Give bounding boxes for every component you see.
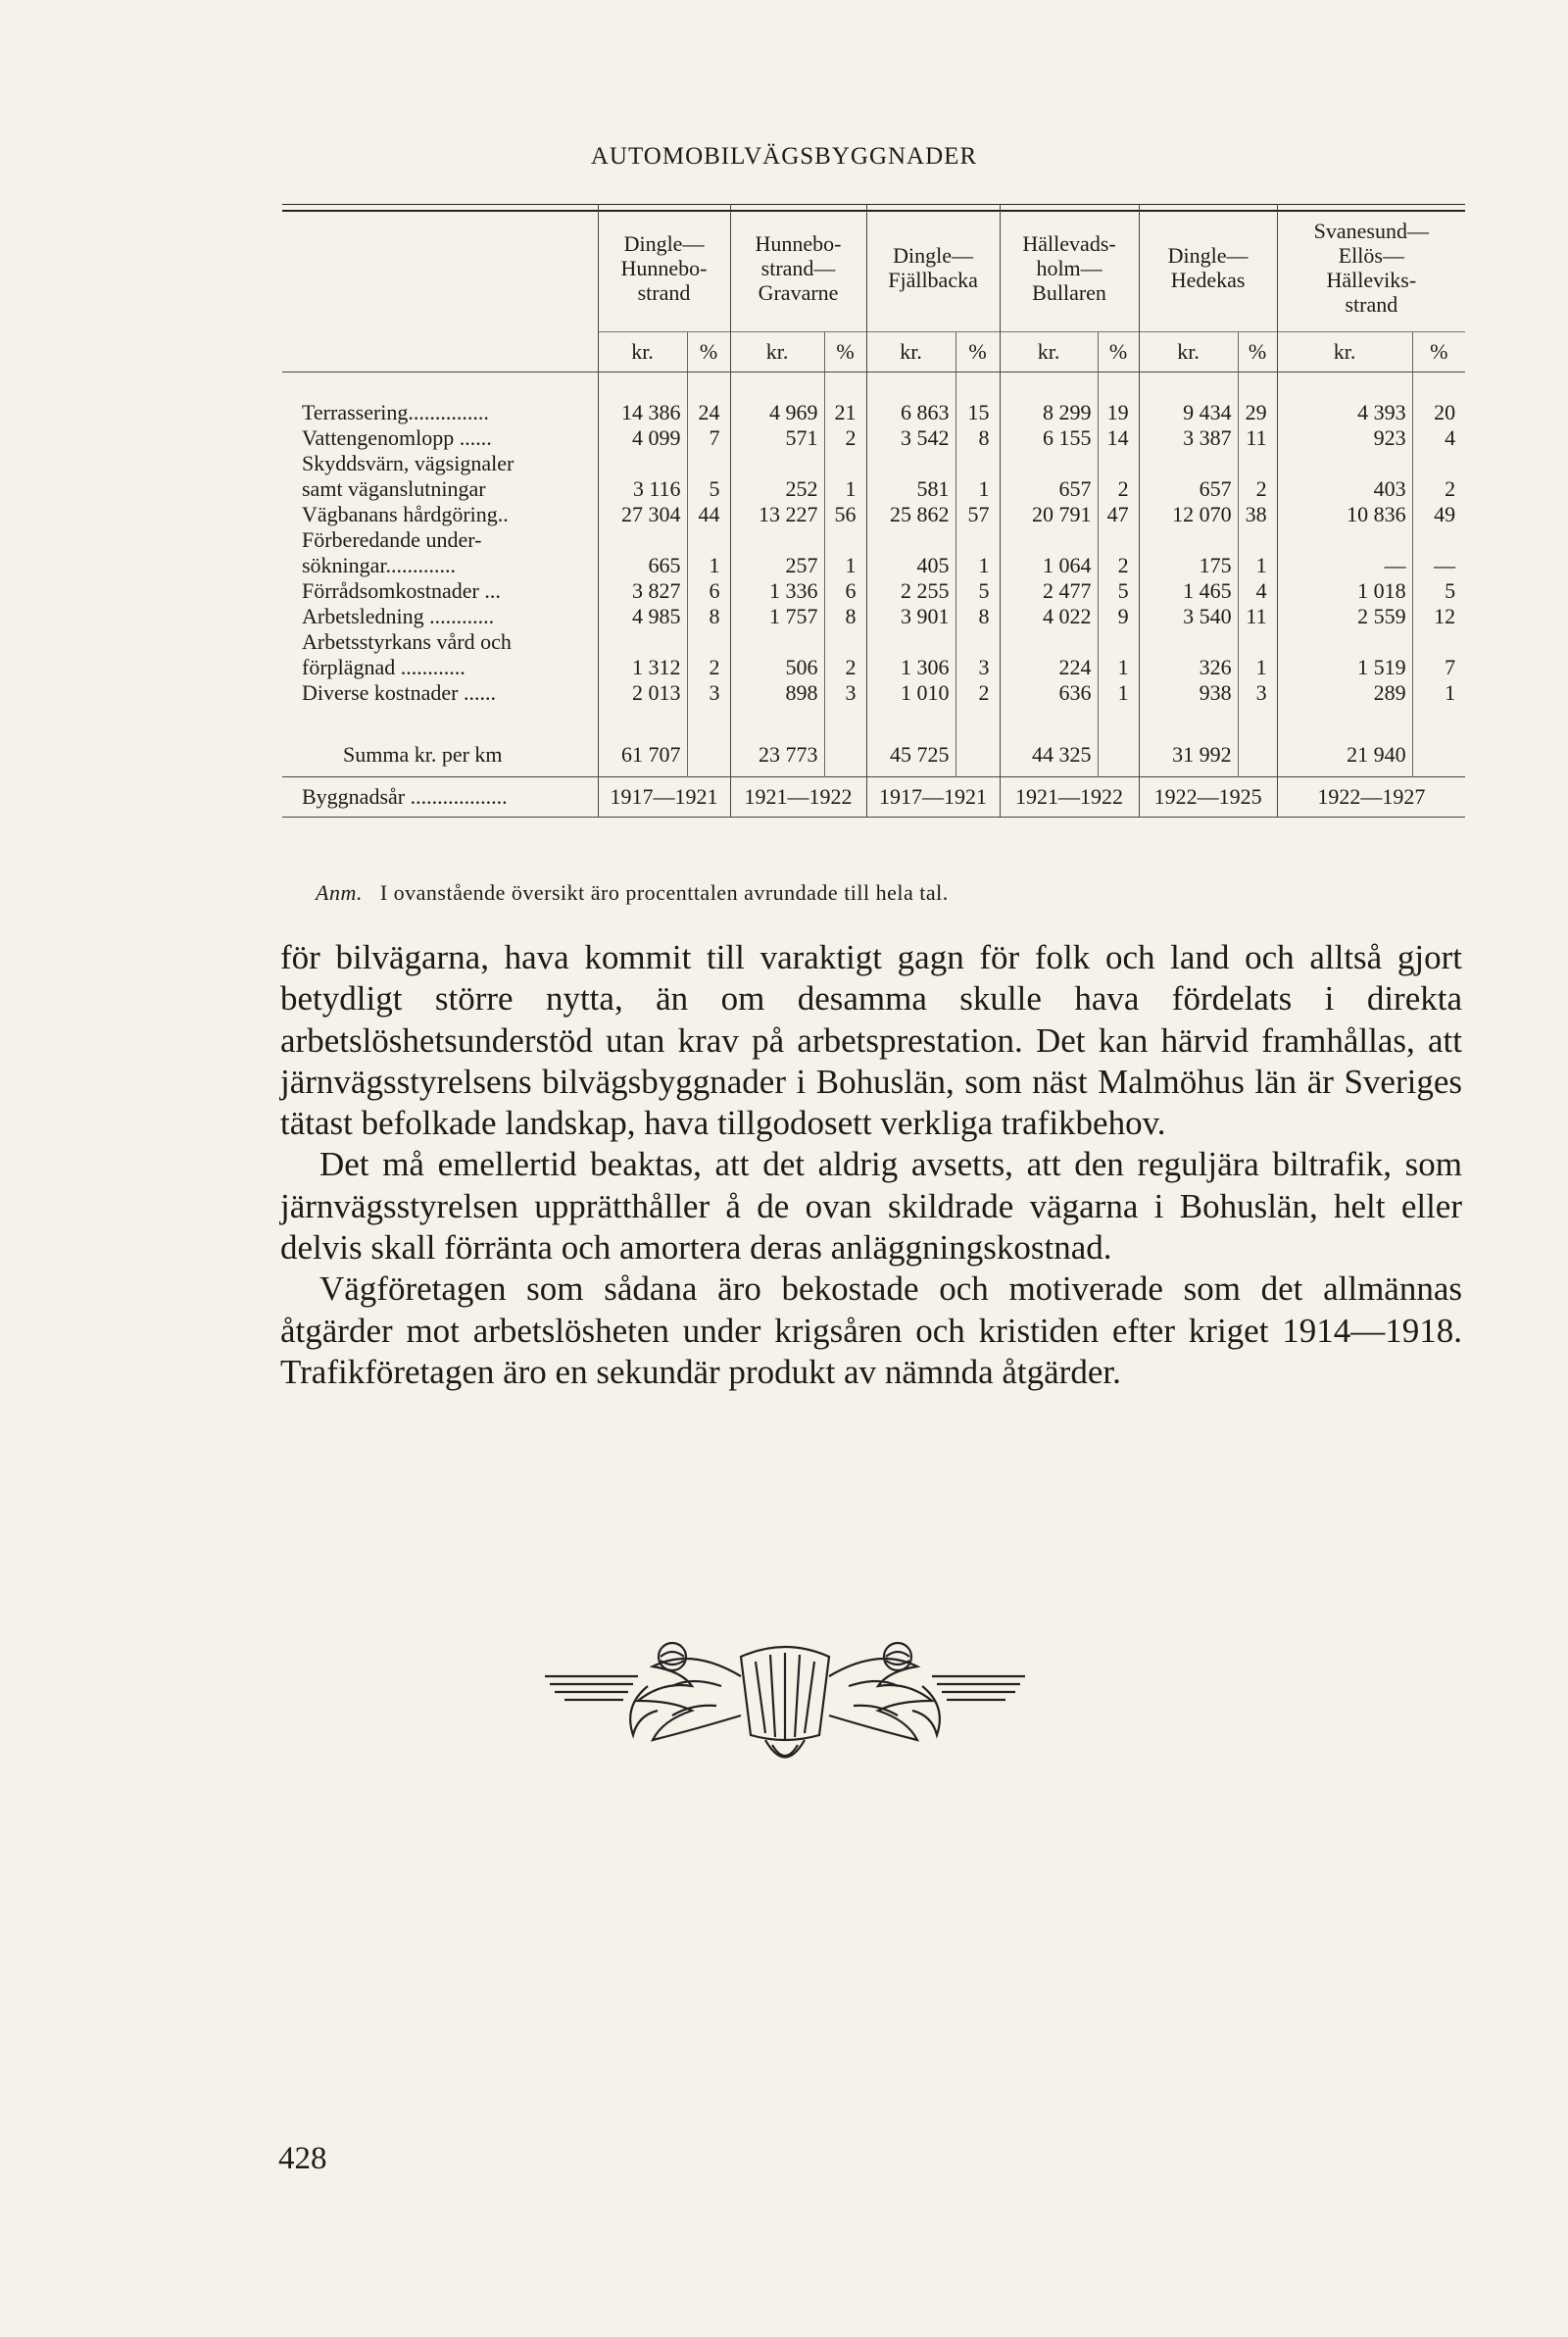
cell-pct: 3 — [824, 680, 866, 706]
unit-kr: kr. — [1277, 332, 1412, 373]
cell-kr: — — [1277, 553, 1412, 578]
cell-kr — [1139, 629, 1238, 655]
cell-kr: 252 — [730, 476, 824, 502]
cell-pct — [956, 629, 1000, 655]
cell-pct: 6 — [687, 578, 730, 604]
table-row — [282, 578, 1465, 604]
cell-pct: 1 — [824, 553, 866, 578]
cell-kr: 4 985 — [598, 604, 687, 629]
cell-kr: 4 022 — [1000, 604, 1098, 629]
paragraph: för bilvägarna, hava kommit till varaktigt gagn för folk och land och alltså gjort betydligt större nytta, än om desamma skulle hava fördelats i direkta arbetslöshetsunderstöd utan krav på arbetsprestation. Det kan härvid framhållas, att järnvägsstyrelsens bilvägsbyggnader i Bohuslän, som näst Malmöhus län är Sveriges tätast befolkade landskap, hava tillgodosett verkliga trafikbehov. — [280, 938, 1462, 1143]
sum-row — [282, 733, 1465, 777]
header-row — [282, 204, 1465, 332]
cell-pct: 47 — [1098, 502, 1139, 527]
row-label: Terrassering............... — [302, 400, 489, 424]
cell-kr: 4 393 — [1277, 400, 1412, 425]
cell-kr — [1139, 527, 1238, 553]
cell-kr — [866, 629, 956, 655]
year-value: 1922—1925 — [1139, 777, 1277, 818]
sum-value: 21 940 — [1277, 733, 1412, 777]
cell-kr: 4 969 — [730, 400, 824, 425]
paragraph: Det må emellertid beaktas, att det aldrig avsetts, att den reguljära biltrafik, som järnvägsstyrelsen upprätthåller å de ovan skildrade vägarna i Bohuslän, helt eller delvis skall förränta och amortera deras anläggningskostnad. — [280, 1145, 1462, 1268]
cell-kr — [866, 451, 956, 476]
table-row — [282, 680, 1465, 706]
cell-pct: 3 — [1238, 680, 1277, 706]
year-value: 1922—1927 — [1277, 777, 1465, 818]
cell-pct: 2 — [1098, 553, 1139, 578]
cell-kr: 1 519 — [1277, 655, 1412, 680]
cell-pct: 49 — [1412, 502, 1465, 527]
cell-kr: 2 559 — [1277, 604, 1412, 629]
cell-pct — [824, 527, 866, 553]
unit-blank — [282, 332, 598, 373]
cell-pct — [1412, 629, 1465, 655]
cell-kr: 657 — [1000, 476, 1098, 502]
cell-kr: 175 — [1139, 553, 1238, 578]
cell-kr: 3 540 — [1139, 604, 1238, 629]
cell-kr — [1277, 629, 1412, 655]
cell-pct: 29 — [1238, 400, 1277, 425]
cell-pct: 1 — [956, 476, 1000, 502]
cell-kr: 25 862 — [866, 502, 956, 527]
cell-pct: 7 — [1412, 655, 1465, 680]
cell-kr: 3 827 — [598, 578, 687, 604]
cell-kr — [730, 527, 824, 553]
unit-pct: % — [687, 332, 730, 373]
cell-kr: 12 070 — [1139, 502, 1238, 527]
year-value: 1921—1922 — [730, 777, 866, 818]
cell-pct — [1098, 629, 1139, 655]
cell-kr — [598, 451, 687, 476]
row-label: Arbetsstyrkans vård och — [302, 629, 512, 654]
cell-pct: 5 — [687, 476, 730, 502]
years-row — [282, 777, 1465, 818]
cell-pct: 6 — [824, 578, 866, 604]
cell-pct — [1238, 527, 1277, 553]
sum-label: Summa kr. per km — [343, 742, 503, 767]
cell-pct — [1098, 451, 1139, 476]
cell-kr — [1000, 527, 1098, 553]
cell-kr: 1 064 — [1000, 553, 1098, 578]
cell-pct — [824, 629, 866, 655]
row-label: Vägbanans hårdgöring.. — [302, 502, 509, 526]
table-row — [282, 451, 1465, 476]
cell-kr: 506 — [730, 655, 824, 680]
table-row — [282, 553, 1465, 578]
cell-kr: 938 — [1139, 680, 1238, 706]
cell-kr: 403 — [1277, 476, 1412, 502]
cell-kr: 9 434 — [1139, 400, 1238, 425]
cell-pct: 14 — [1098, 425, 1139, 451]
cell-pct — [1412, 527, 1465, 553]
table-row — [282, 527, 1465, 553]
cell-kr: 13 227 — [730, 502, 824, 527]
acanthus-ornament-icon — [545, 1617, 1025, 1784]
cell-pct — [956, 451, 1000, 476]
body-text — [280, 937, 1462, 1393]
cell-pct: 1 — [824, 476, 866, 502]
cell-kr: 14 386 — [598, 400, 687, 425]
cell-kr: 289 — [1277, 680, 1412, 706]
cell-kr — [866, 527, 956, 553]
table-row — [282, 604, 1465, 629]
cell-pct: 3 — [687, 680, 730, 706]
cell-pct: 8 — [687, 604, 730, 629]
cell-pct: 1 — [1098, 655, 1139, 680]
cell-pct: 2 — [1412, 476, 1465, 502]
row-label: förplägnad ............ — [302, 655, 466, 679]
column-header: Hällevads- holm— Bullaren — [1000, 204, 1139, 332]
table-spacer — [282, 706, 1465, 733]
table-row — [282, 655, 1465, 680]
cell-pct: 57 — [956, 502, 1000, 527]
table-row — [282, 425, 1465, 451]
cell-kr: 6 155 — [1000, 425, 1098, 451]
row-label: Diverse kostnader ...... — [302, 680, 496, 705]
cell-kr: 665 — [598, 553, 687, 578]
cell-kr: 581 — [866, 476, 956, 502]
note-text: I ovanstående översikt äro procenttalen avrundade till hela tal. — [379, 880, 949, 905]
cell-kr — [1277, 451, 1412, 476]
unit-kr: kr. — [598, 332, 687, 373]
cell-pct: 38 — [1238, 502, 1277, 527]
cell-pct: 2 — [824, 655, 866, 680]
cell-kr: 2 477 — [1000, 578, 1098, 604]
cell-kr: 1 010 — [866, 680, 956, 706]
cell-pct: 2 — [956, 680, 1000, 706]
cell-kr: 4 099 — [598, 425, 687, 451]
cell-pct: 8 — [956, 425, 1000, 451]
table-spacer — [282, 373, 1465, 401]
cell-kr: 1 465 — [1139, 578, 1238, 604]
unit-kr: kr. — [730, 332, 824, 373]
cell-pct: 1 — [1098, 680, 1139, 706]
cell-pct: 5 — [1412, 578, 1465, 604]
cell-kr: 6 863 — [866, 400, 956, 425]
cell-kr: 2 255 — [866, 578, 956, 604]
table-row — [282, 476, 1465, 502]
cell-pct: 11 — [1238, 604, 1277, 629]
unit-kr: kr. — [1000, 332, 1098, 373]
cell-kr: 10 836 — [1277, 502, 1412, 527]
row-label: Förberedande under- — [302, 527, 482, 552]
cell-pct: 5 — [1098, 578, 1139, 604]
year-value: 1921—1922 — [1000, 777, 1139, 818]
unit-pct: % — [956, 332, 1000, 373]
cell-kr: 636 — [1000, 680, 1098, 706]
cell-pct: 56 — [824, 502, 866, 527]
row-label: Skyddsvärn, vägsignaler — [302, 451, 514, 475]
year-value: 1917—1921 — [598, 777, 730, 818]
sum-value: 31 992 — [1139, 733, 1238, 777]
row-label: Förrådsomkostnader ... — [302, 578, 501, 603]
unit-pct: % — [824, 332, 866, 373]
cell-kr: 257 — [730, 553, 824, 578]
year-value: 1917—1921 — [866, 777, 1000, 818]
cell-pct: 20 — [1412, 400, 1465, 425]
cell-pct: 11 — [1238, 425, 1277, 451]
cell-kr: 3 387 — [1139, 425, 1238, 451]
cell-pct: 2 — [1238, 476, 1277, 502]
table-row — [282, 400, 1465, 425]
cell-kr — [598, 527, 687, 553]
cell-kr: 224 — [1000, 655, 1098, 680]
years-label: Byggnadsår .................. — [282, 777, 598, 818]
cell-kr: 1 757 — [730, 604, 824, 629]
unit-row — [282, 332, 1465, 373]
cell-kr: 1 312 — [598, 655, 687, 680]
cell-pct: 1 — [1238, 655, 1277, 680]
cell-pct — [956, 527, 1000, 553]
cell-kr — [730, 629, 824, 655]
cell-pct: — — [1412, 553, 1465, 578]
cell-pct: 24 — [687, 400, 730, 425]
unit-kr: kr. — [866, 332, 956, 373]
row-label: Vattengenomlopp ...... — [302, 425, 492, 450]
cell-kr: 898 — [730, 680, 824, 706]
cell-kr: 571 — [730, 425, 824, 451]
column-header: Dingle— Fjällbacka — [866, 204, 1000, 332]
sum-value: 44 325 — [1000, 733, 1098, 777]
cell-pct: 1 — [687, 553, 730, 578]
unit-pct: % — [1412, 332, 1465, 373]
cell-kr: 3 542 — [866, 425, 956, 451]
paragraph: Vägföretagen som sådana äro bekostade och motiverade som det allmännas åtgärder mot arbetslösheten under krigsåren och kristiden efter kriget 1914—1918. Trafikföretagen äro en sekundär produkt av nämnda åtgärder. — [280, 1269, 1462, 1391]
unit-kr: kr. — [1139, 332, 1238, 373]
cell-kr — [1139, 451, 1238, 476]
cell-kr — [1000, 451, 1098, 476]
column-header: Dingle— Hedekas — [1139, 204, 1277, 332]
cell-pct — [1238, 629, 1277, 655]
cell-pct: 1 — [1412, 680, 1465, 706]
column-header: Hunnebo- strand— Gravarne — [730, 204, 866, 332]
cell-pct — [687, 629, 730, 655]
note-prefix: Anm. — [316, 880, 363, 905]
cell-kr: 657 — [1139, 476, 1238, 502]
cell-pct: 21 — [824, 400, 866, 425]
cell-kr: 405 — [866, 553, 956, 578]
cell-pct: 15 — [956, 400, 1000, 425]
cell-kr: 1 336 — [730, 578, 824, 604]
cell-pct: 2 — [687, 655, 730, 680]
cell-kr: 326 — [1139, 655, 1238, 680]
cell-pct: 1 — [1238, 553, 1277, 578]
cell-pct — [687, 451, 730, 476]
cell-pct: 4 — [1412, 425, 1465, 451]
header-blank — [282, 204, 598, 332]
table-note — [316, 880, 949, 906]
cell-kr — [1000, 629, 1098, 655]
row-label: Arbetsledning ............ — [302, 604, 495, 628]
cell-kr: 2 013 — [598, 680, 687, 706]
cell-kr: 20 791 — [1000, 502, 1098, 527]
cell-kr: 1 018 — [1277, 578, 1412, 604]
cell-pct: 9 — [1098, 604, 1139, 629]
cell-kr — [730, 451, 824, 476]
column-header: Dingle— Hunnebo- strand — [598, 204, 730, 332]
cell-kr: 3 116 — [598, 476, 687, 502]
cell-pct: 4 — [1238, 578, 1277, 604]
cell-pct — [1412, 451, 1465, 476]
cell-pct: 12 — [1412, 604, 1465, 629]
cell-pct: 2 — [824, 425, 866, 451]
cell-pct: 8 — [824, 604, 866, 629]
cell-pct: 8 — [956, 604, 1000, 629]
cell-pct: 3 — [956, 655, 1000, 680]
cell-pct: 19 — [1098, 400, 1139, 425]
cell-kr: 3 901 — [866, 604, 956, 629]
table-row — [282, 502, 1465, 527]
cell-pct — [1238, 451, 1277, 476]
page-number: 428 — [278, 2141, 327, 2176]
sum-value: 45 725 — [866, 733, 956, 777]
running-head: AUTOMOBILVÄGSBYGGNADER — [590, 143, 978, 170]
cell-pct: 44 — [687, 502, 730, 527]
cell-pct — [1098, 527, 1139, 553]
cell-kr — [1277, 527, 1412, 553]
sum-value: 23 773 — [730, 733, 824, 777]
row-label: sökningar............. — [302, 553, 457, 577]
table-row — [282, 629, 1465, 655]
cell-kr: 1 306 — [866, 655, 956, 680]
sum-value: 61 707 — [598, 733, 687, 777]
row-label: samt väganslutningar — [302, 476, 486, 501]
cost-table — [282, 204, 1465, 818]
cell-kr: 27 304 — [598, 502, 687, 527]
cell-pct: 2 — [1098, 476, 1139, 502]
cell-pct: 5 — [956, 578, 1000, 604]
cell-kr — [598, 629, 687, 655]
cell-pct: 7 — [687, 425, 730, 451]
column-header: Svanesund— Ellös— Hälleviks- strand — [1277, 204, 1465, 332]
cell-pct: 1 — [956, 553, 1000, 578]
cell-kr: 8 299 — [1000, 400, 1098, 425]
cell-kr: 923 — [1277, 425, 1412, 451]
cell-pct — [687, 527, 730, 553]
cell-pct — [824, 451, 866, 476]
unit-pct: % — [1238, 332, 1277, 373]
unit-pct: % — [1098, 332, 1139, 373]
